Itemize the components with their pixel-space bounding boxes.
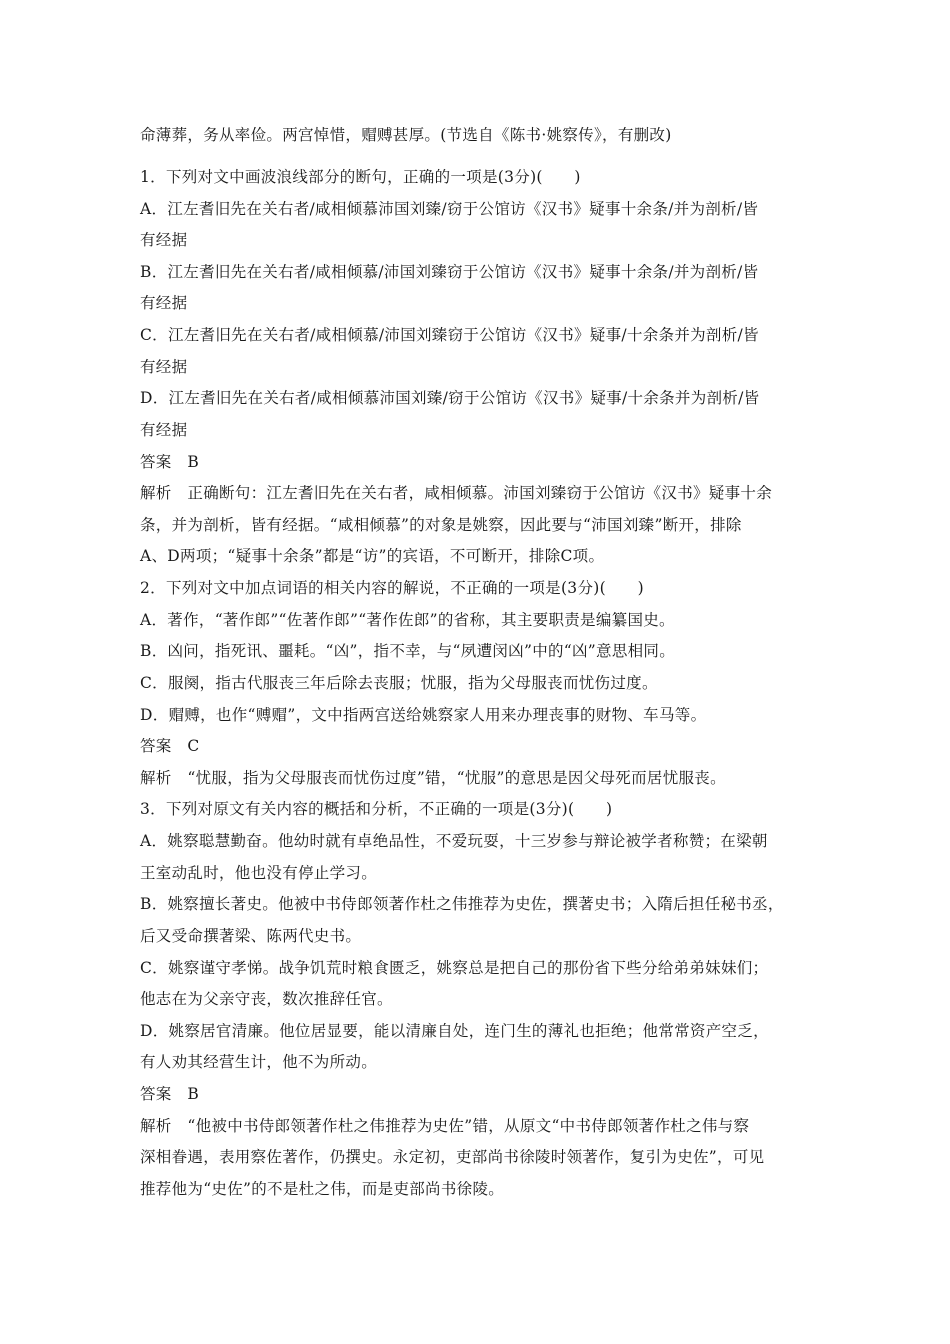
q1-option-a-cont: 有经据 [140,231,188,249]
q2-option-b: B．凶问，指死讯、噩耗。“凶”，指不幸，与“夙遭闵凶”中的“凶”意思相同。 [140,642,676,660]
q1-option-d-cont: 有经据 [140,421,188,439]
q1-analysis-cont-2: A、D两项；“疑事十余条”都是“访”的宾语，不可断开，排除C项。 [140,547,605,565]
q3-analysis-cont-1: 深相眷遇，表用察佐著作，仍撰史。永定初，吏部尚书徐陵时领著作，复引为史佐”，可见 [140,1148,765,1166]
question-2: 2．下列对文中加点词语的相关内容的解说，不正确的一项是(3分)( ) [140,579,644,597]
q3-option-b: B．姚察擅长著史。他被中书侍郎领著作杜之伟推荐为史佐，撰著史书；入隋后担任秘书丞， [140,895,784,913]
q2-answer: 答案 C [140,737,200,755]
q2-option-d: D．赗赙，也作“赙赗”，文中指两宫送给姚察家人用来办理丧事的财物、车马等。 [140,706,707,724]
q3-option-d-cont: 有人劝其经营生计，他不为所动。 [140,1053,378,1071]
q1-option-a: A．江左耆旧先在关右者/咸相倾慕沛国刘臻/窃于公馆访《汉书》疑事十余条/并为剖析/皆 [140,200,759,218]
q1-option-d: D．江左耆旧先在关右者/咸相倾慕沛国刘臻/窃于公馆访《汉书》疑事/十余条并为剖析/皆 [140,389,760,407]
q3-option-a-cont: 王室动乱时，他也没有停止学习。 [140,864,378,882]
q3-option-c-cont: 他志在为父亲守丧，数次推辞任官。 [140,990,393,1008]
q1-option-b: B．江左耆旧先在关右者/咸相倾慕/沛国刘臻窃于公馆访《汉书》疑事十余条/并为剖析/皆 [140,263,759,281]
q1-option-b-cont: 有经据 [140,294,188,312]
q1-answer: 答案 B [140,453,200,471]
q1-analysis: 解析 正确断句：江左耆旧先在关右者，咸相倾慕。沛国刘臻窃于公馆访《汉书》疑事十余 [140,484,773,502]
q2-analysis: 解析 “忧服，指为父母服丧而忧伤过度”错，“忧服”的意思是因父母死而居忧服丧。 [140,769,726,787]
q3-analysis-cont-2: 推荐他为“史佐”的不是杜之伟，而是吏部尚书徐陵。 [140,1180,505,1198]
q1-option-c-cont: 有经据 [140,358,188,376]
question-1: 1．下列对文中画波浪线部分的断句，正确的一项是(3分)( ) [140,168,581,186]
q3-analysis: 解析 “他被中书侍郎领著作杜之伟推荐为史佐”错，从原文“中书侍郎领著作杜之伟与察 [140,1117,750,1135]
question-3: 3．下列对原文有关内容的概括和分析，不正确的一项是(3分)( ) [140,800,613,818]
q3-option-d: D．姚察居官清廉。他位居显要，能以清廉自处，连门生的薄礼也拒绝；他常常资产空乏， [140,1022,769,1040]
passage-ending: 命薄葬，务从率俭。两宫悼惜，赗赙甚厚。(节选自《陈书·姚察传》，有删改) [140,126,672,144]
q3-answer: 答案 B [140,1085,200,1103]
q2-option-c: C．服阕，指古代服丧三年后除去丧服；忧服，指为父母服丧而忧伤过度。 [140,674,658,692]
q1-analysis-cont-1: 条，并为剖析，皆有经据。“咸相倾慕”的对象是姚察，因此要与“沛国刘臻”断开，排除 [140,516,742,534]
q2-option-a: A．著作，“著作郎”“佐著作郎”“著作佐郎”的省称，其主要职责是编纂国史。 [140,611,675,629]
q3-option-b-cont: 后又受命撰著梁、陈两代史书。 [140,927,362,945]
q1-option-c: C．江左耆旧先在关右者/咸相倾慕/沛国刘臻窃于公馆访《汉书》疑事/十余条并为剖析/皆 [140,326,759,344]
q3-option-a: A．姚察聪慧勤奋。他幼时就有卓绝品性，不爱玩耍，十三岁参与辩论被学者称赞；在梁朝 [140,832,768,850]
q3-option-c: C．姚察谨守孝悌。战争饥荒时粮食匮乏，姚察总是把自己的那份省下些分给弟弟妹妹们； [140,959,769,977]
